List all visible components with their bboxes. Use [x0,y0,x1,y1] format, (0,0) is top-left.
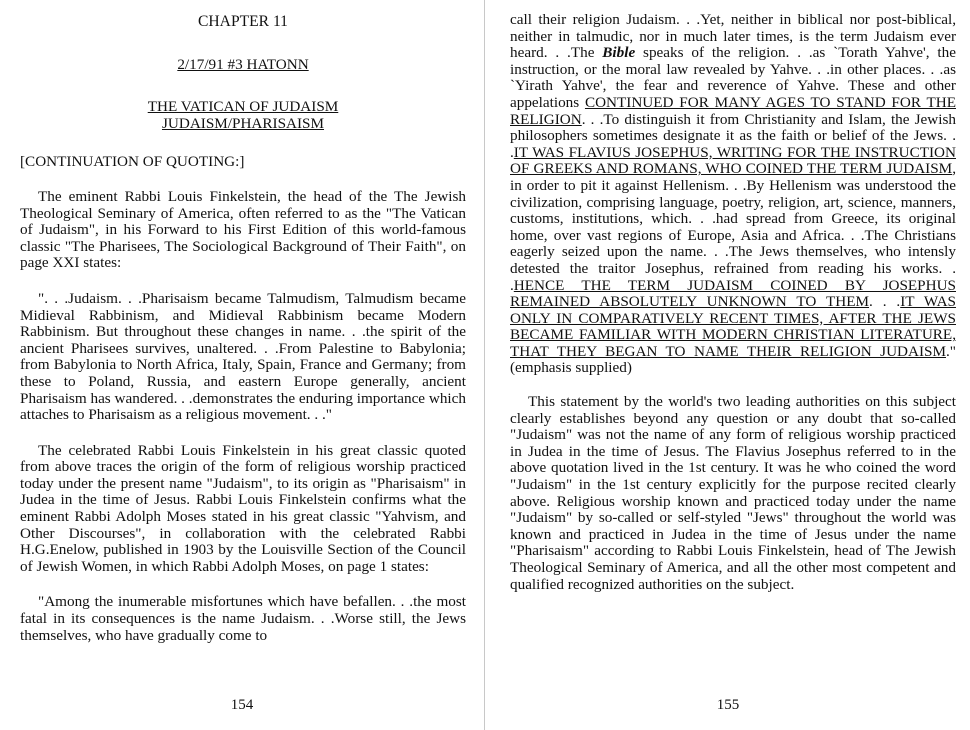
quote-text-a: call their religion Judaism. . .Yet, neither in biblical nor post-biblical, neither in talmudic, nor in much later times, is the term Judaism ever heard. . .The [510,11,956,62]
paragraph-finkelstein-intro: The eminent Rabbi Louis Finkelstein, the head of the The Jewish Theological Seminary of America, often referred to as the "The Vatican of Judaism", in his Forward to his First Edition of this world-famous classic "The Pharisees, The Sociological Background of Their Faith", on page XXI states: [20,187,466,272]
quote-text-f: ." (emphasis supplied) [510,342,956,377]
book-gutter [484,0,485,730]
right-page [486,0,970,730]
section-title [20,99,466,132]
title-line-1: THE VATICAN OF JUDAISM [147,98,339,116]
quote-text-e: . . . [869,293,901,311]
paragraph-moses-intro: The celebrated Rabbi Louis Finkelstein in his great classic quoted from above traces the origin of the form of religious worship practiced today under the present name "Judaism", to its origin as "Pharisaism" in Judea in the time of Jesus. Rabbi Louis Finkelstein confirms what the eminent Rabbi Adolph Moses stated in his great classic "Yahvism, and Other Discourses", in collaboration with the celebrated Rabbi H.G.Enelow, published in 1903 by the Louisville Section of the Council of Jewish Women, in which Rabbi Adolph Moses, on page 1 states: [20,441,466,575]
date-line: 2/17/91 #3 HATONN [177,55,309,73]
quote-moses-start: "Among the inumerable misfortunes which have befallen. . .the most fatal in its consequences is the name Judaism. . .Worse still, the Jews themselves, who have gradually come to [20,593,466,644]
bible-word: Bible [602,44,636,62]
quote-finkelstein: ". . .Judaism. . .Pharisaism became Talmudism, Talmudism became Midieval Rabbinism, and Midieval Rabbinism became Modern Rabbinism. But throughout these changes in name. . .the spirit of the ancient Pharisees survives, unaltered. . .From Palestine to Babylonia; from Babylonia to North Africa, Italy, Spain, France and Germany; from these to Poland, Russia, and eastern Europe generally, ancient Pharisaism has wandered. . .demonstrates the enduring importance which attaches to Pharisaism as a religious movement. . ." [20,289,466,424]
emphasis-underline-3: HENCE THE TERM JUDAISM COINED BY JOSEPHUS REMAINED ABSOLUTELY UNKNOWN TO THEM [510,276,956,311]
quote-text-c: . . .To distinguish it from Christianity and Islam, the Jewish philosophers sometimes designate it as the faith or belief of the Jews. . . [510,110,956,161]
quote-text-d: , in order to pit it against Hellenism. . .By Hellenism was understood the civilization, comprising language, poetry, religion, art, science, manners, customs, institutions, which. . .had spread from Greece, its original home, over vast regions of Europe, Asia and Africa. . .The Christians eagerly seized upon the name. . .The Jews themselves, who intensly detested the traitor Josephus, refrained from reading his works. . . [510,160,956,294]
quote-text-b: speaks of the religion. . .as `Torath Yahve', the instruction, or the moral law revealed by Yahve. . .in other places. . .as `Yirath Yahve', the fear and reverence of Yahve. These and other appelations [510,44,956,111]
emphasis-underline-4: IT WAS ONLY IN COMPARATIVELY RECENT TIMES, AFTER THE JEWS BECAME FAMILIAR WITH MODERN CHRISTIAN LITERATURE, THAT THEY BEGAN TO NAME THEIR RELIGION JUDAISM [510,293,956,360]
continuation-note: [CONTINUATION OF QUOTING:] [20,153,245,171]
page-number-right: 155 [716,697,740,713]
quote-moses-continued [510,12,956,377]
left-page [0,0,484,730]
page-number-left: 154 [230,697,254,713]
title-line-2: JUDAISM/PHARISAISM [161,114,325,132]
chapter-heading: CHAPTER 11 [198,13,288,30]
paragraph-conclusion: This statement by the world's two leading authorities on this subject clearly establishes beyond any question or any doubt that so-called "Judaism" was not the name of any form of religious worship practiced in Judea in the time of Jesus. The Flavius Josephus referred to in the above quotation lived in the 1st century. It was he who coined the word "Judaism" in the 1st century explicitly for the purpose recited clearly above. Religious worship known and practiced today under the name "Judaism" by so-called or self-styled "Jews" throughout the world was known and practiced in Judea in the time of Jesus under the name "Pharisaism" according to Rabbi Louis Finkelstein, head of The Jewish Theological Seminary of America, and all the other most competent and qualified recognized authorities on the subject. [510,393,956,593]
emphasis-underline-2: IT WAS FLAVIUS JOSEPHUS, WRITING FOR THE INSTRUCTION OF GREEKS AND ROMANS, WHO COINED THE TERM JUDAISM [510,143,956,178]
emphasis-underline-1: CONTINUED FOR MANY AGES TO STAND FOR THE RELIGION [510,93,956,128]
